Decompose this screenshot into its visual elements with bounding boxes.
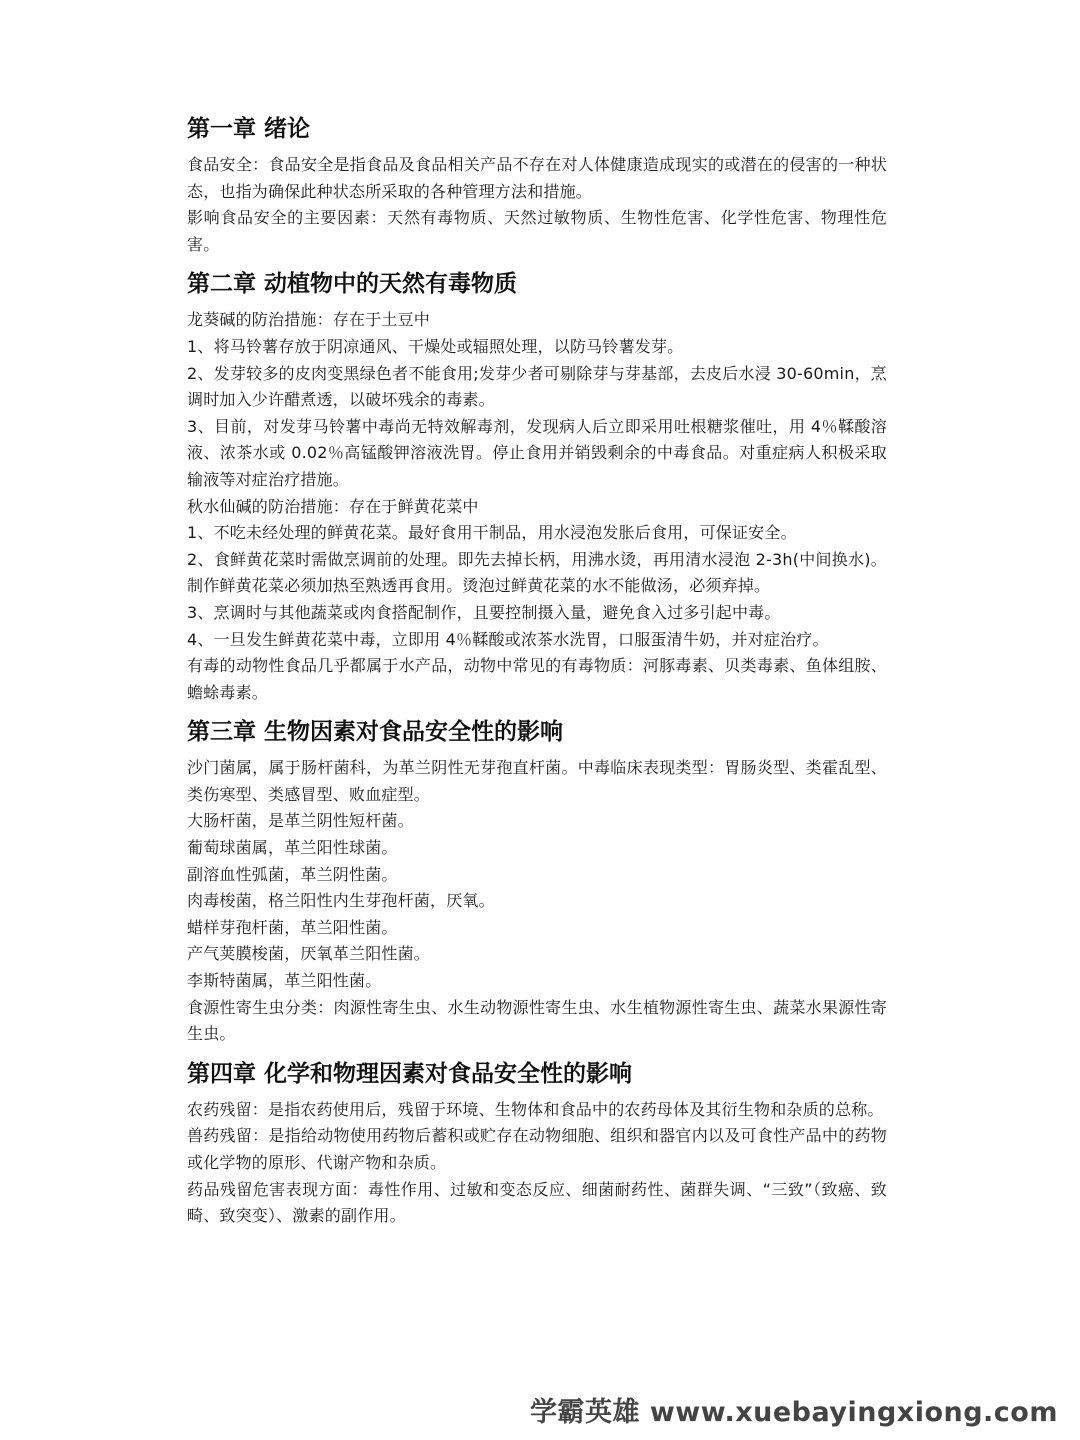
paragraph: 3、烹调时与其他蔬菜或肉食搭配制作，且要控制摄入量，避免食入过多引起中毒。	[187, 602, 781, 622]
chapter-4	[187, 1057, 887, 1230]
paragraph: 秋水仙碱的防治措施：存在于鲜黄花菜中	[187, 496, 479, 516]
chapter-2	[187, 267, 887, 706]
paragraph: 食源性寄生虫分类：肉源性寄生虫、水生动物源性寄生虫、水生植物源性寄生虫、蔬菜水果源性寄生虫。	[187, 997, 887, 1044]
chapter-title: 第四章 化学和物理因素对食品安全性的影响	[187, 1060, 633, 1087]
paragraph: 大肠杆菌，是革兰阴性短杆菌。	[187, 811, 414, 831]
paragraph: 药品残留危害表现方面：毒性作用、过敏和变态反应、细菌耐药性、菌群失调、“三致”（致癌、致畸、致突变）、激素的副作用。	[187, 1179, 887, 1226]
paragraph: 沙门菌属，属于肠杆菌科，为革兰阴性无芽孢直杆菌。中毒临床表现类型：胃肠炎型、类霍乱型、类伤寒型、类感冒型、败血症型。	[187, 758, 887, 804]
site-watermark: 学霸英雄 www.xuebayingxiong.com	[529, 1397, 1058, 1428]
paragraph: 3、目前，对发芽马铃薯中毒尚无特效解毒剂，发现病人后立即采用吐根糖浆催吐，用 4％鞣酸溶液、浓茶水或 0.02％高锰酸钾溶液洗胃。停止食用并销毁剩余的中毒食品。对重症病人积极采取输液等对症治疗措施。	[187, 416, 887, 489]
paragraph: 4、一旦发生鲜黄花菜中毒，立即用 4％鞣酸或浓茶水洗胃，口服蛋清牛奶，并对症治疗。	[187, 629, 829, 649]
paragraph: 副溶血性弧菌，革兰阴性菌。	[187, 864, 398, 884]
paragraph: 蜡样芽孢杆菌，革兰阳性菌。	[187, 917, 398, 937]
paragraph: 葡萄球菌属，革兰阳性球菌。	[187, 838, 398, 858]
paragraph: 影响食品安全的主要因素：天然有毒物质、天然过敏物质、生物性危害、化学性危害、物理性危害。	[187, 208, 887, 254]
paragraph: 食品安全：食品安全是指食品及食品相关产品不存在对人体健康造成现实的或潜在的侵害的一种状态，也指为确保此种状态所采取的各种管理方法和措施。	[187, 155, 887, 201]
paragraph: 农药残留：是指农药使用后，残留于环境、生物体和食品中的农药母体及其衍生物和杂质的总称。	[187, 1099, 884, 1119]
chapter-title: 第一章 绪论	[187, 116, 311, 142]
paragraph: 李斯特菌属，革兰阳性菌。	[187, 971, 382, 991]
paragraph: 1、不吃未经处理的鲜黄花菜。最好食用干制品，用水浸泡发胀后食用，可保证安全。	[187, 523, 797, 543]
paragraph: 有毒的动物性食品几乎都属于水产品，动物中常见的有毒物质：河豚毒素、贝类毒素、鱼体组胺、蟾蜍毒素。	[187, 656, 887, 702]
paragraph: 龙葵碱的防治措施：存在于土豆中	[187, 310, 431, 330]
paragraph: 2、食鲜黄花菜时需做烹调前的处理。即先去掉长柄，用沸水烫，再用清水浸泡 2-3h(中间换水)。制作鲜黄花菜必须加热至熟透再食用。烫泡过鲜黄花菜的水不能做汤，必须弃掉。	[187, 549, 887, 596]
chapter-title: 第三章 生物因素对食品安全性的影响	[187, 719, 564, 746]
paragraph: 兽药残留：是指给动物使用药物后蓄积或贮存在动物细胞、组织和器官内以及可食性产品中的药物或化学物的原形、代谢产物和杂质。	[187, 1126, 887, 1172]
chapter-title: 第二章 动植物中的天然有毒物质	[187, 271, 518, 298]
chapter-1	[187, 112, 887, 258]
chapter-3	[187, 715, 887, 1048]
document-page	[187, 112, 887, 1230]
paragraph: 1、将马铃薯存放于阴凉通风、干燥处或辐照处理，以防马铃薯发芽。	[187, 336, 684, 356]
paragraph: 肉毒梭菌，格兰阳性内生芽孢杆菌，厌氧。	[187, 891, 495, 911]
paragraph: 2、发芽较多的皮肉变黑绿色者不能食用;发芽少者可剔除芽与芽基部，去皮后水浸 30-60min，烹调时加入少许醋煮透，以破坏残余的毒素。	[187, 363, 887, 410]
paragraph: 产气荚膜梭菌，厌氧革兰阳性菌。	[187, 944, 431, 964]
